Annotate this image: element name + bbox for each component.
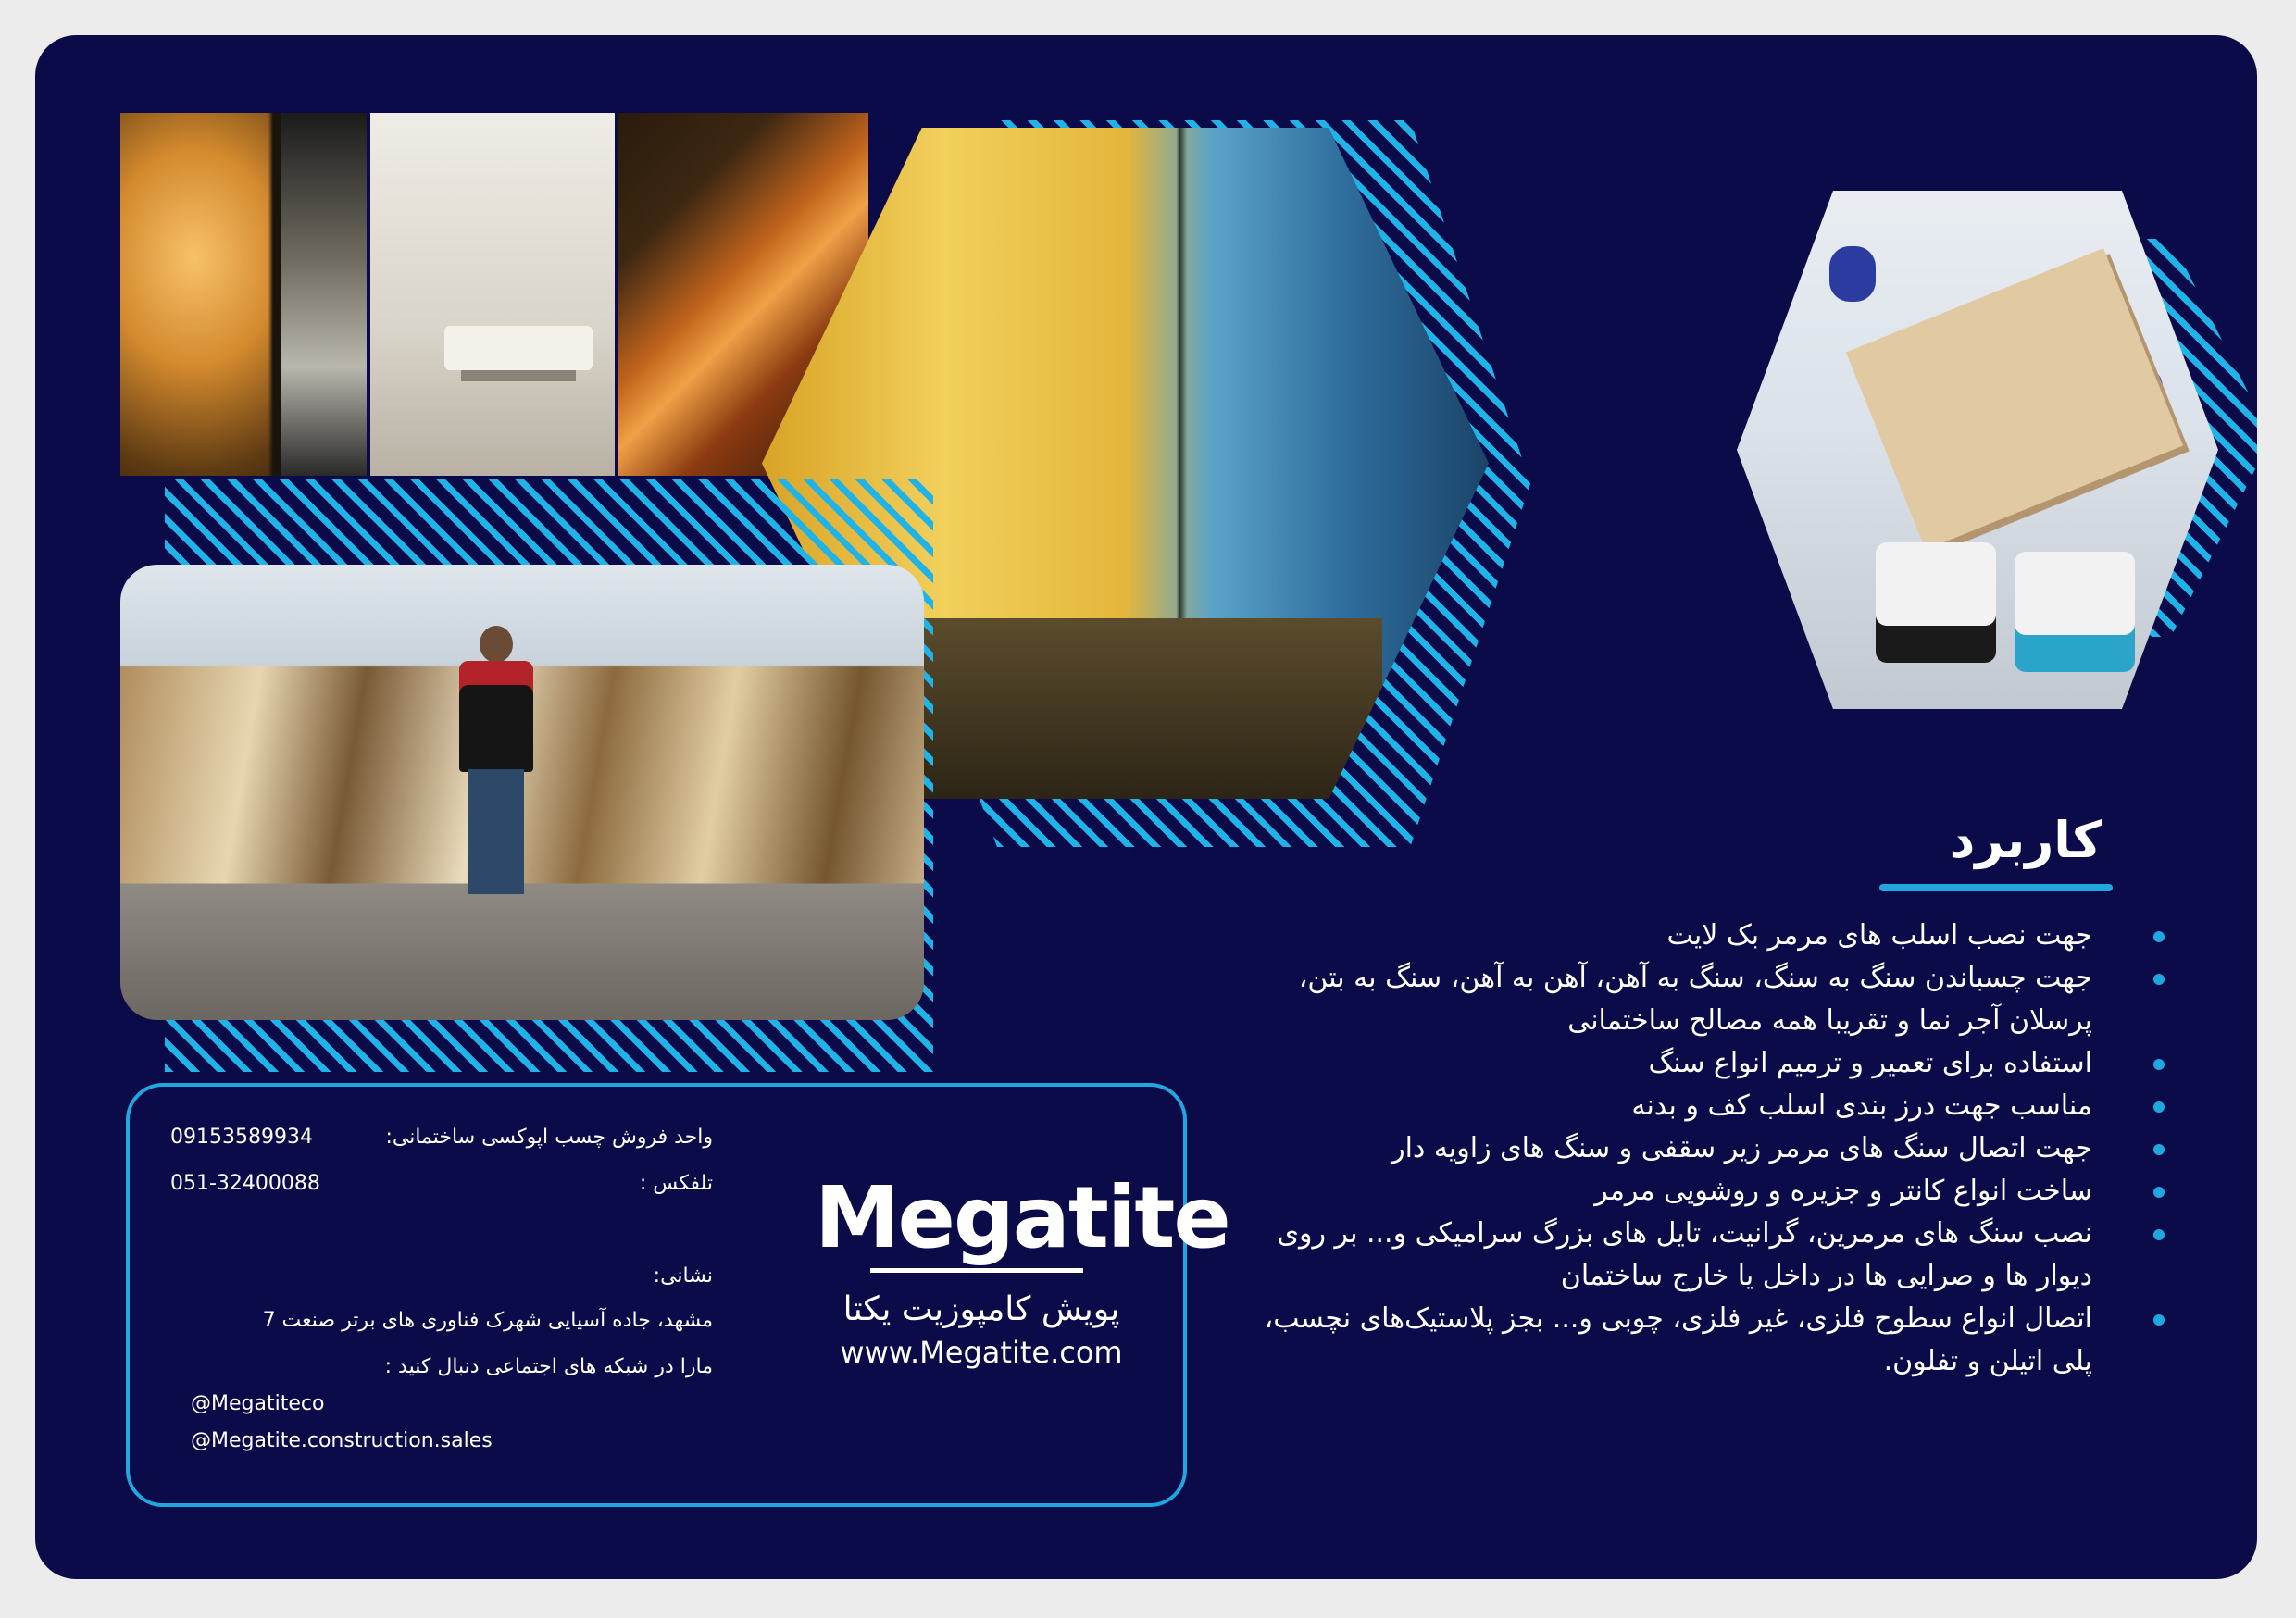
social-handle-1[interactable]: @Megatiteco xyxy=(191,1392,325,1415)
hardener-jar-shape xyxy=(2015,552,2135,672)
usage-title: کاربرد xyxy=(1949,811,2102,869)
conference-table-shape xyxy=(864,618,1382,799)
usage-item: جهت چسباندن سنگ به سنگ، سنگ به آهن، آهن به آهن، سنگ به بتن، پرسلان آجر نما و تقریبا همه مصالح ساختمانی xyxy=(1239,957,2165,1042)
address-text: مشهد، جاده آسیایی شهرک فناوری های برتر صنعت 7 xyxy=(262,1309,713,1332)
company-name: پویش کامپوزیت یکتا xyxy=(842,1290,1120,1328)
megatite-logo: Megatite xyxy=(815,1168,1229,1267)
adhesive-jar-shape xyxy=(1876,542,1996,663)
address-label: نشانی: xyxy=(653,1264,713,1288)
social-handle-2[interactable]: @Megatite.construction.sales xyxy=(191,1429,493,1452)
telfax-label: تلفکس : xyxy=(639,1172,713,1195)
usage-item: نصب سنگ های مرمرین، گرانیت، تایل های بزرگ سرامیکی و... بر روی دیوار ها و صرایی ها در داخل یا خارج ساختمان xyxy=(1239,1213,2165,1298)
corridor-doorway-photo xyxy=(281,113,367,476)
usage-item: جهت اتصال سنگ های مرمر زیر سقفی و سنگ های زاویه دار xyxy=(1239,1127,2165,1170)
brochure-page xyxy=(35,35,2257,1579)
telfax-number: 051-32400088 xyxy=(170,1172,320,1195)
logo-underline xyxy=(870,1268,1083,1273)
marble-slab-worker-photo xyxy=(120,565,924,1020)
bench-shape xyxy=(444,326,593,370)
usage-item: استفاده برای تعمیر و ترمیم انواع سنگ xyxy=(1239,1042,2165,1085)
white-marble-room-photo xyxy=(370,113,615,476)
website-link[interactable]: www.Megatite.com xyxy=(840,1335,1123,1370)
worker-figure xyxy=(452,626,541,894)
glove-shape xyxy=(1829,246,1876,302)
adhesive-product-hex-photo xyxy=(1737,191,2218,709)
sales-phone: 09153589934 xyxy=(170,1126,313,1149)
usage-list xyxy=(1239,915,2165,1383)
usage-underline xyxy=(1879,884,2113,891)
social-label: مارا در شبکه های اجتماعی دنبال کنید : xyxy=(384,1355,713,1378)
sales-label: واحد فروش چسب اپوکسی ساختمانی: xyxy=(385,1126,713,1149)
usage-item: ساخت انواع کانتر و جزیره و روشویی مرمر xyxy=(1239,1170,2165,1213)
usage-item: مناسب جهت درز بندی اسلب کف و بدنه xyxy=(1239,1085,2165,1127)
tile-board-shape xyxy=(1846,248,2183,550)
usage-item: اتصال انواع سطوح فلزی، غیر فلزی، چوبی و... بجز پلاستیک‌های نچسب، پلی اتیلن و تفلون. xyxy=(1239,1298,2165,1383)
usage-item: جهت نصب اسلب های مرمر بک لایت xyxy=(1239,915,2165,957)
contact-box xyxy=(126,1083,1229,1507)
